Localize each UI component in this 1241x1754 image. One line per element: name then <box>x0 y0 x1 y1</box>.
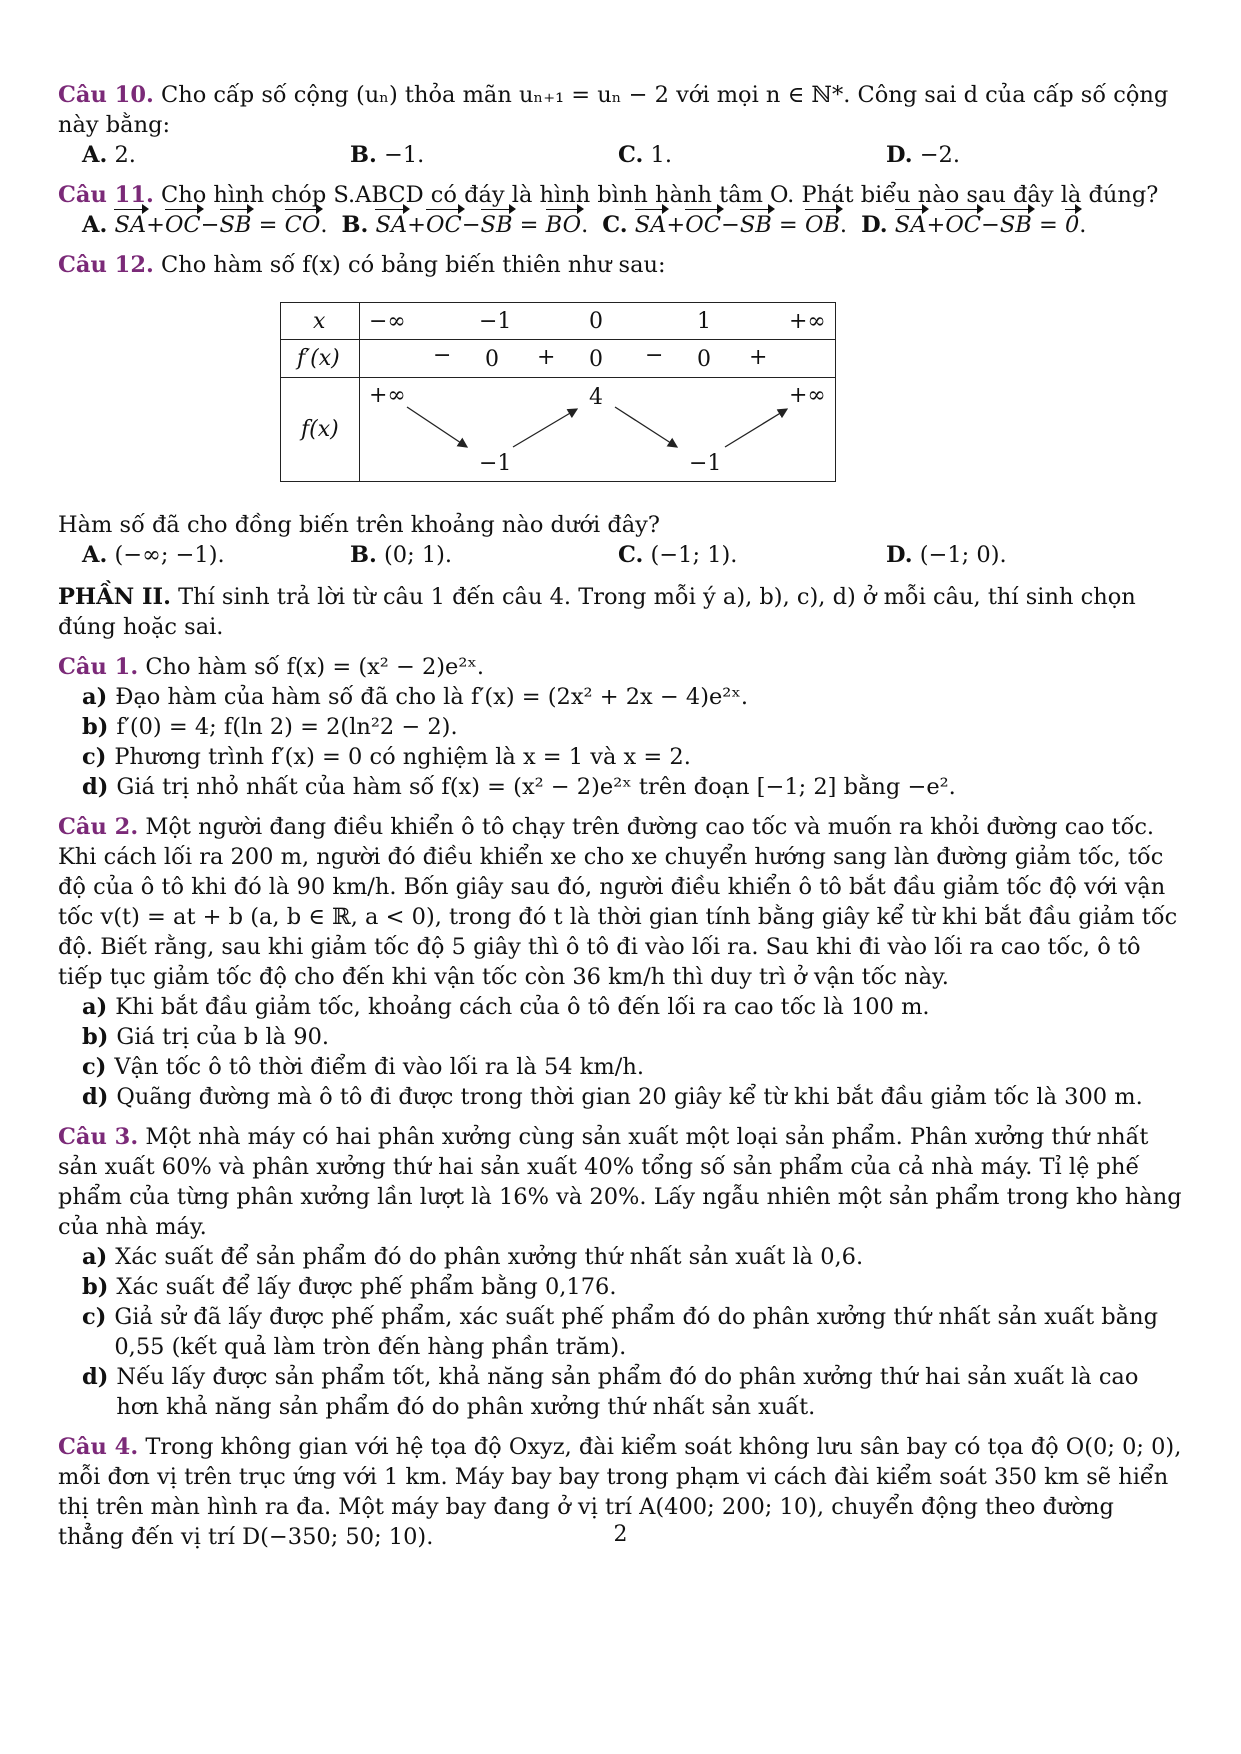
decreasing-arrow <box>615 407 677 447</box>
page-number: 2 <box>613 1522 628 1547</box>
option-a[interactable]: A. (−∞; −1). <box>82 542 225 568</box>
sign-value: + <box>537 345 556 370</box>
question-text: Cho cấp số cộng (uₙ) thỏa mãn uₙ₊₁ = uₙ − 2 với mọi n ∈ ℕ*. Công sai d của cấp số cộng này bằng: <box>58 82 1169 138</box>
option-d[interactable]: D. −2. <box>886 142 961 168</box>
x-value: −1 <box>479 309 512 334</box>
label-fprime: f′(x) <box>297 346 340 371</box>
statement-b[interactable]: b) Giá trị của b là 90. <box>82 1024 330 1050</box>
sign-value: − <box>433 343 452 368</box>
question-text: Một nhà máy có hai phân xưởng cùng sản xuất một loại sản phẩm. Phân xưởng thứ nhất sản xuất 60% và phân xưởng thứ hai sản xuất 40% tổng số sản phẩm của cả nhà máy. Tỉ lệ phế phẩm của từng phân xưởng lần lượt là 16% và 20%. Lấy ngẫu nhiên một sản phẩm trong kho hàng của nhà máy. <box>58 1124 1182 1240</box>
option-c[interactable]: C. (−1; 1). <box>618 542 738 568</box>
part2-question-2 <box>58 812 1183 1112</box>
statement-d[interactable]: d) Giá trị nhỏ nhất của hàm số f(x) = (x² − 2)e²ˣ trên đoạn [−1; 2] bằng −e². <box>82 774 956 800</box>
question-prompt: Hàm số đã cho đồng biến trên khoảng nào dưới đây? <box>58 512 660 538</box>
f-value: −1 <box>689 451 722 476</box>
x-value: 0 <box>589 309 603 334</box>
answer-options <box>58 140 1183 170</box>
part-heading: PHẦN II. <box>58 584 171 610</box>
decreasing-arrow <box>407 407 467 447</box>
x-value: −∞ <box>369 309 406 334</box>
statement-list <box>58 992 1183 1112</box>
question-heading: Câu 4. <box>58 1434 139 1460</box>
option-a[interactable]: A. SA+OC−SB = CO. <box>82 212 328 238</box>
statement-list <box>58 1242 1183 1422</box>
statement-d[interactable]: d) Quãng đường mà ô tô đi được trong thời gian 20 giây kể từ khi bắt đầu giảm tốc là 300 m. <box>82 1084 1143 1110</box>
option-d[interactable]: D. (−1; 0). <box>886 542 1007 568</box>
statement-d[interactable]: d) Nếu lấy được sản phẩm tốt, khả năng sản phẩm đó do phân xưởng thứ hai sản xuất là cao hơn khả năng sản phẩm đó do phân xưởng thứ nhất sản xuất. <box>82 1364 1139 1420</box>
statement-list <box>58 682 1183 802</box>
part2-question-1 <box>58 652 1183 802</box>
question-heading: Câu 10. <box>58 82 154 108</box>
part-instructions: Thí sinh trả lời từ câu 1 đến câu 4. Trong mỗi ý a), b), c), d) ở mỗi câu, thí sinh chọn đúng hoặc sai. <box>58 584 1136 640</box>
sign-value: + <box>749 345 768 370</box>
statement-b[interactable]: b) Xác suất để lấy được phế phẩm bằng 0,176. <box>82 1274 617 1300</box>
question-heading: Câu 12. <box>58 252 154 278</box>
statement-a[interactable]: a) Đạo hàm của hàm số đã cho là f′(x) = (2x² + 2x − 4)e²ˣ. <box>82 684 749 710</box>
sign-value: − <box>645 343 664 368</box>
part2-question-3 <box>58 1122 1183 1422</box>
x-value: +∞ <box>789 309 826 334</box>
statement-b[interactable]: b) f′(0) = 4; f(ln 2) = 2(ln²2 − 2). <box>82 714 458 740</box>
variation-table <box>280 302 836 482</box>
statement-c[interactable]: c) Phương trình f′(x) = 0 có nghiệm là x = 1 và x = 2. <box>82 744 691 770</box>
question-text: Cho hình chóp S.ABCD có đáy là hình bình hành tâm O. Phát biểu nào sau đây là đúng? <box>160 182 1159 208</box>
question-text: Trong không gian với hệ tọa độ Oxyz, đài kiểm soát không lưu sân bay có tọa độ O(0; 0; 0), mỗi đơn vị trên trục ứng với 1 km. Máy bay bay trong phạm vi cách đài kiểm soát 350 km sẽ hiển thị trên màn hình ra đa. Một máy bay đang ở vị trí A(400; 200; 10), chuyển động theo đường thẳng đến vị trí D(−350; 50; 10). <box>58 1434 1182 1550</box>
sign-value: 0 <box>589 347 603 372</box>
statement-c[interactable]: c) Vận tốc ô tô thời điểm đi vào lối ra là 54 km/h. <box>82 1054 644 1080</box>
answer-options <box>58 210 1183 240</box>
question-text: Cho hàm số f(x) có bảng biến thiên như sau: <box>160 252 666 278</box>
label-f: f(x) <box>301 417 339 442</box>
option-a[interactable]: A. 2. <box>82 142 136 168</box>
question-text: Cho hàm số f(x) = (x² − 2)e²ˣ. <box>145 654 485 680</box>
statement-a[interactable]: a) Xác suất để sản phẩm đó do phân xưởng thứ nhất sản xuất là 0,6. <box>82 1244 864 1270</box>
f-value: 4 <box>589 385 603 410</box>
part-2-header <box>58 582 1183 642</box>
option-b[interactable]: B. −1. <box>350 142 425 168</box>
sign-value: 0 <box>485 347 499 372</box>
question-text: Một người đang điều khiển ô tô chạy trên đường cao tốc và muốn ra khỏi đường cao tốc. Khi cách lối ra 200 m, người đó điều khiển xe cho xe chuyển hướng sang làn đường giảm tốc, tốc độ của ô tô khi đó là 90 km/h. Bốn giây sau đó, người điều khiển ô tô bắt đầu giảm tốc độ với vận tốc v(t) = at + b (a, b ∈ ℝ, a < 0), trong đó t là thời gian tính bằng giây kể từ khi bắt đầu giảm tốc độ. Biết rằng, sau khi giảm tốc độ 5 giây thì ô tô đi vào lối ra. Sau khi đi vào lối ra cao tốc, ô tô tiếp tục giảm tốc độ cho đến khi vận tốc còn 36 km/h thì duy trì ở vận tốc này. <box>58 814 1178 990</box>
f-value: −1 <box>479 451 512 476</box>
statement-c[interactable]: c) Giả sử đã lấy được phế phẩm, xác suất phế phẩm đó do phân xưởng thứ nhất sản xuất bằng 0,55 (kết quả làm tròn đến hàng phần trăm). <box>82 1304 1158 1360</box>
option-c[interactable]: C. SA+OC−SB = OB. <box>602 212 848 238</box>
variation-arrows <box>281 303 837 483</box>
question-heading: Câu 1. <box>58 654 139 680</box>
increasing-arrow <box>725 409 787 447</box>
option-b[interactable]: B. SA+OC−SB = BO. <box>341 212 589 238</box>
option-b[interactable]: B. (0; 1). <box>350 542 453 568</box>
f-value: +∞ <box>369 383 406 408</box>
question-heading: Câu 3. <box>58 1124 139 1150</box>
question-12 <box>58 250 1183 570</box>
sign-value: 0 <box>697 347 711 372</box>
increasing-arrow <box>513 409 577 447</box>
label-x: x <box>313 309 326 334</box>
exam-page <box>58 80 1183 1562</box>
question-heading: Câu 2. <box>58 814 139 840</box>
question-10 <box>58 80 1183 170</box>
question-heading: Câu 11. <box>58 182 154 208</box>
option-d[interactable]: D. SA+OC−SB = 0. <box>861 212 1087 238</box>
option-c[interactable]: C. 1. <box>618 142 672 168</box>
statement-a[interactable]: a) Khi bắt đầu giảm tốc, khoảng cách của ô tô đến lối ra cao tốc là 100 m. <box>82 994 930 1020</box>
x-value: 1 <box>697 309 711 334</box>
f-value: +∞ <box>789 383 826 408</box>
question-11 <box>58 180 1183 240</box>
answer-options <box>58 540 1183 570</box>
